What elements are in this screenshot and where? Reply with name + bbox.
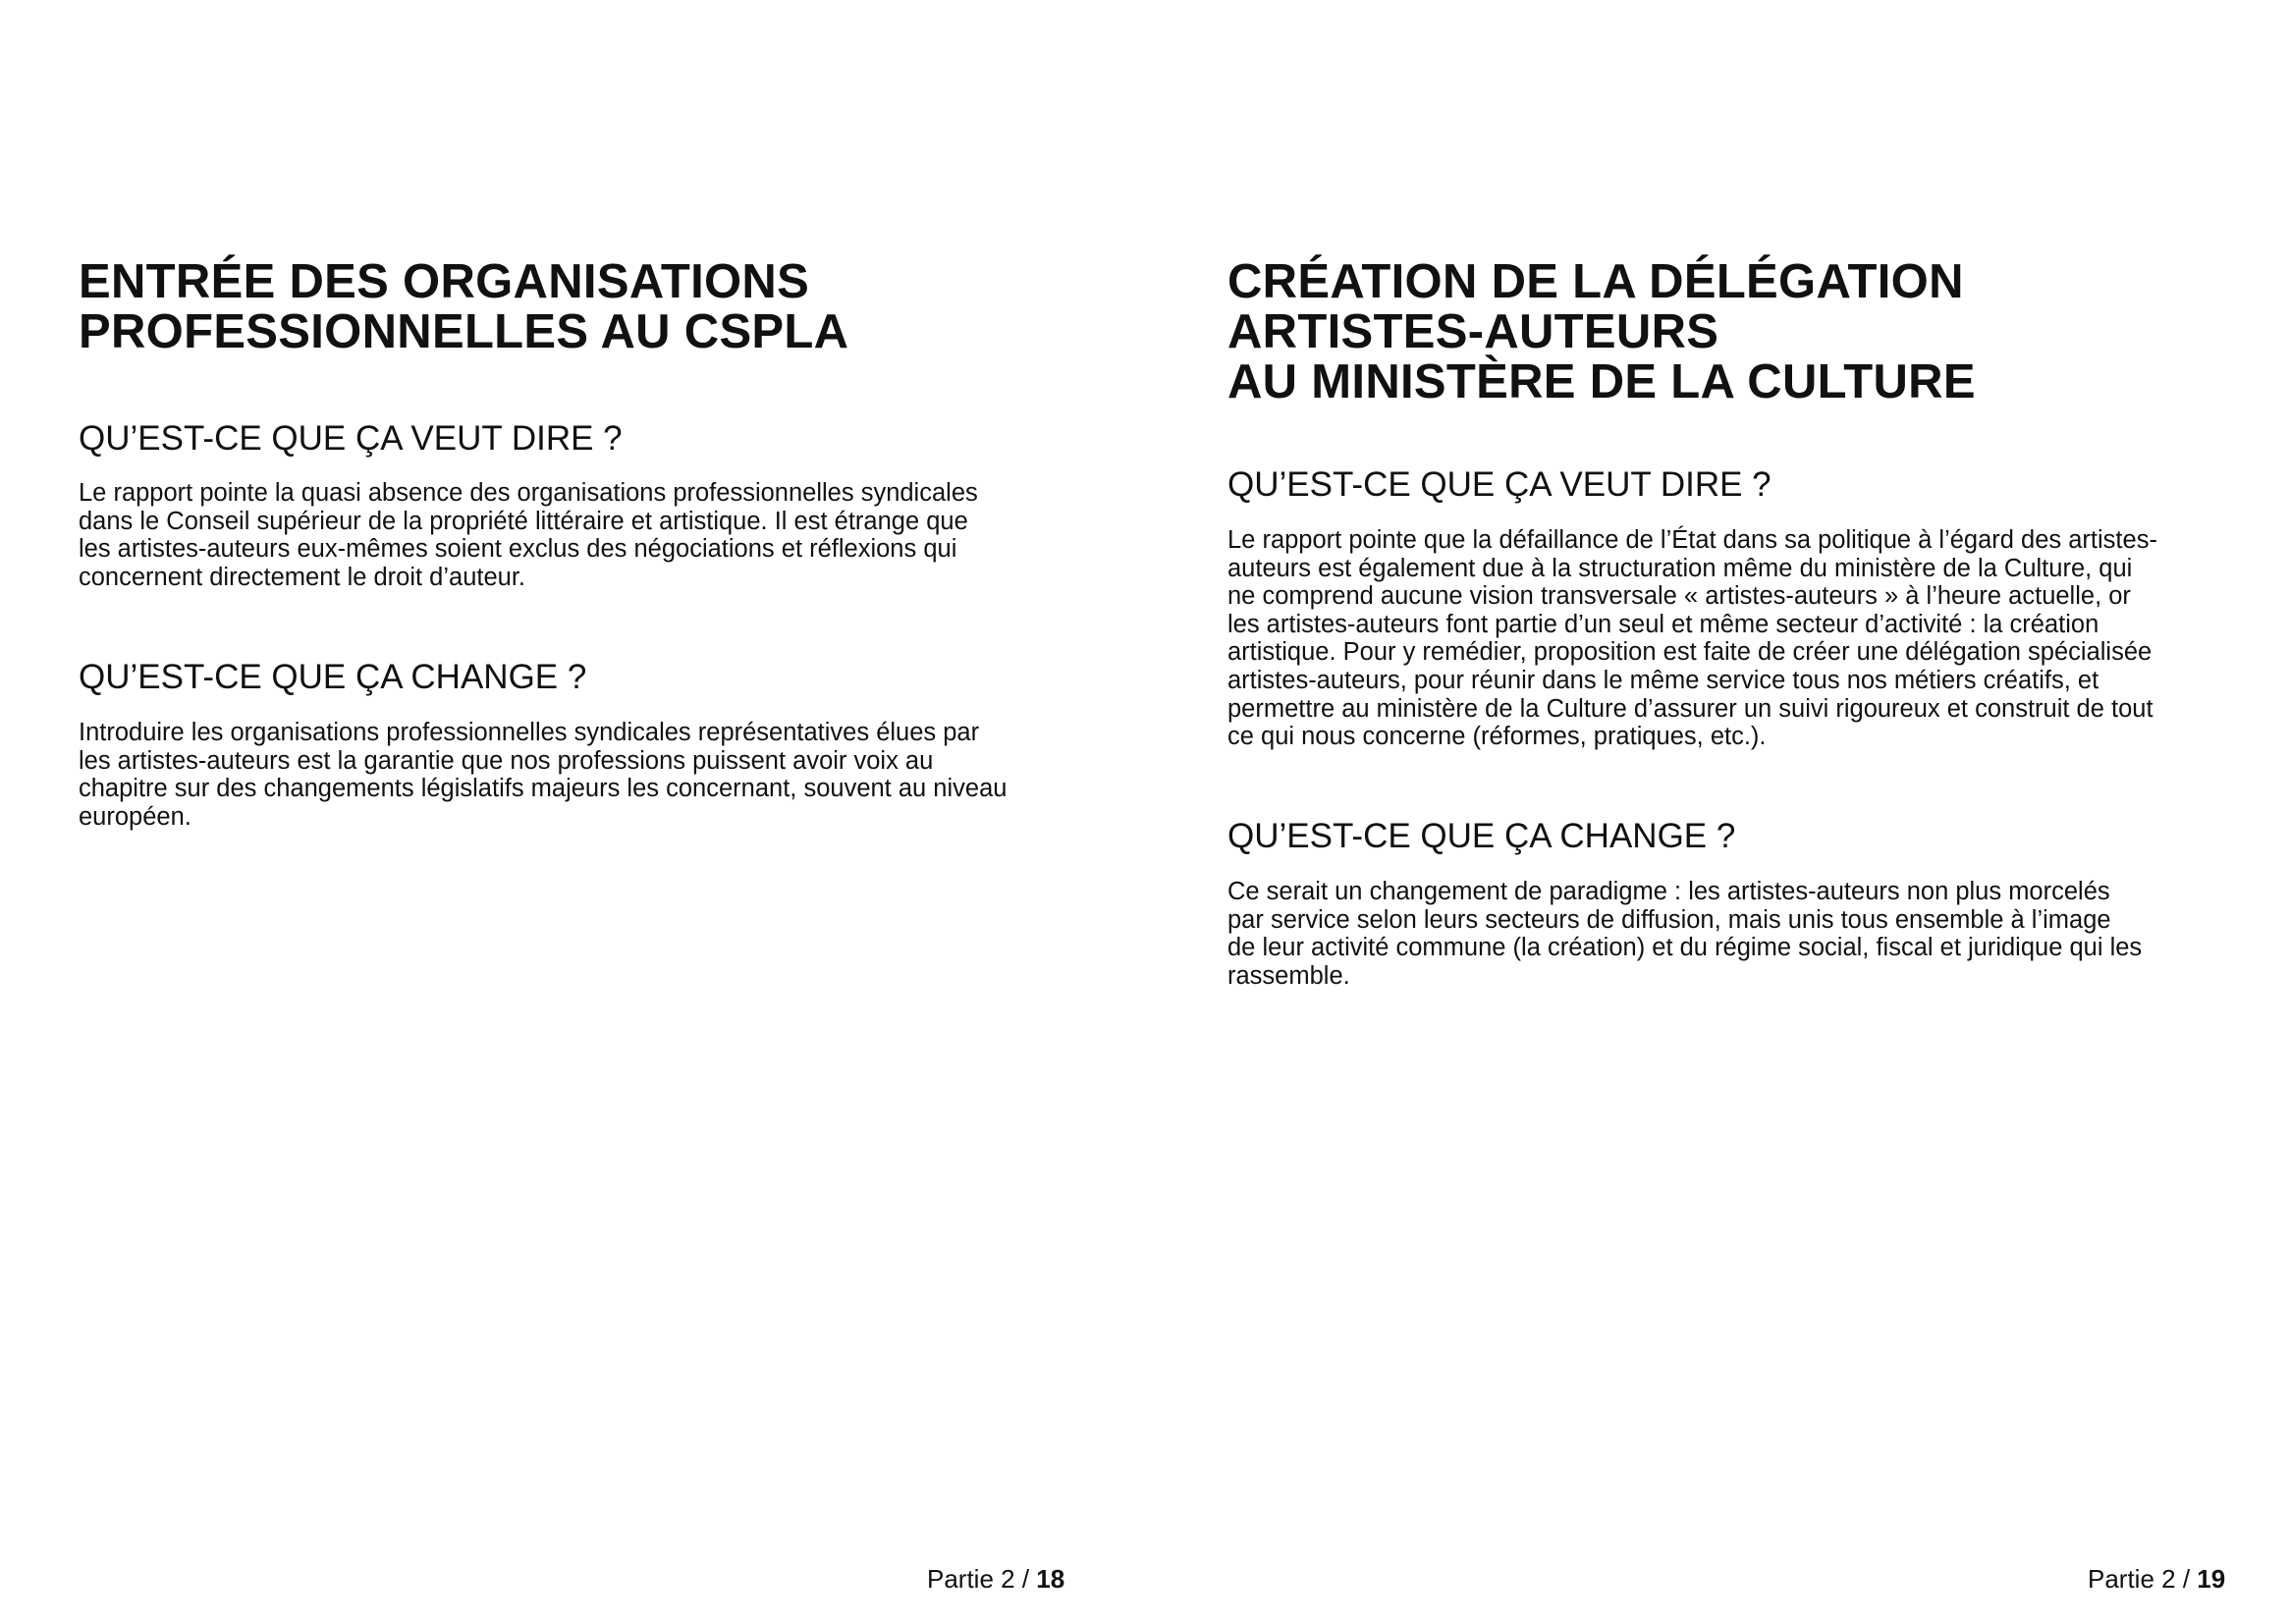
page-number-label: Partie 2 /	[2088, 1564, 2198, 1594]
paragraph-line: artistique. Pour y remédier, proposition est faite de créer une délégation spécialisée	[1227, 638, 2153, 667]
paragraph-line: Ce serait un changement de paradigme : les artistes-auteurs non plus morcelés	[1227, 878, 2110, 905]
paragraph-line: les artistes-auteurs est la garantie que nos professions puissent avoir voix au	[79, 746, 934, 775]
paragraph-line: Introduire les organisations professionnelles syndicales représentatives élues par	[79, 719, 980, 746]
page-title	[79, 257, 848, 357]
paragraph-line: ne comprend aucune vision transversale « artistes-auteurs » à l’heure actuelle, or	[1227, 582, 2131, 611]
section-heading: QU’EST-CE QUE ÇA CHANGE ?	[79, 658, 587, 696]
left-page	[0, 0, 1144, 1624]
section-paragraph	[1227, 878, 2142, 990]
paragraph-line: concernent directement le droit d’auteur.	[79, 563, 526, 591]
page-number	[927, 1564, 1064, 1594]
section-heading: QU’EST-CE QUE ÇA CHANGE ?	[1227, 817, 1736, 855]
section-paragraph	[79, 719, 1007, 831]
paragraph-line: par service selon leurs secteurs de diffusion, mais unis tous ensemble à l’image	[1227, 905, 2111, 934]
section-heading: QU’EST-CE QUE ÇA VEUT DIRE ?	[79, 419, 623, 458]
title-line: PROFESSIONNELLES AU CSPLA	[79, 305, 849, 358]
page-number-value: 18	[1036, 1564, 1065, 1594]
paragraph-line: permettre au ministère de la Culture d’assurer un suivi rigoureux et construit de tout	[1227, 694, 2153, 723]
paragraph-line: dans le Conseil supérieur de la propriété littéraire et artistique. Il est étrange que	[79, 507, 968, 535]
page-title	[1227, 257, 1976, 407]
section-paragraph	[1227, 526, 2157, 751]
paragraph-line: les artistes-auteurs eux-mêmes soient exclus des négociations et réflexions qui	[79, 535, 957, 564]
paragraph-line: Le rapport pointe que la défaillance de l’État dans sa politique à l’égard des artistes-	[1227, 526, 2157, 554]
right-page	[1145, 0, 2289, 1624]
title-line: AU MINISTÈRE DE LA CULTURE	[1227, 355, 1976, 408]
section-heading: QU’EST-CE QUE ÇA VEUT DIRE ?	[1227, 465, 1771, 504]
paragraph-line: de leur activité commune (la création) et du régime social, fiscal et juridique qui les	[1227, 934, 2143, 962]
paragraph-line: rassemble.	[1227, 961, 1350, 990]
title-line: ENTRÉE DES ORGANISATIONS	[79, 255, 810, 308]
title-line: ARTISTES-AUTEURS	[1227, 305, 1719, 358]
page-number	[2088, 1564, 2225, 1594]
page-number-label: Partie 2 /	[927, 1564, 1037, 1594]
paragraph-line: européen.	[79, 802, 191, 831]
paragraph-line: chapitre sur des changements législatifs majeurs les concernant, souvent au niveau	[79, 775, 1008, 803]
paragraph-line: auteurs est également due à la structuration même du ministère de la Culture, qui	[1227, 554, 2133, 582]
page-number-value: 19	[2197, 1564, 2226, 1594]
paragraph-line: ce qui nous concerne (réformes, pratiques, etc.).	[1227, 723, 1767, 751]
paragraph-line: artistes-auteurs, pour réunir dans le même service tous nos métiers créatifs, et	[1227, 666, 2099, 694]
title-line: CRÉATION DE LA DÉLÉGATION	[1227, 255, 1964, 308]
paragraph-line: les artistes-auteurs font partie d’un seul et même secteur d’activité : la création	[1227, 610, 2099, 638]
paragraph-line: Le rapport pointe la quasi absence des organisations professionnelles syndicales	[79, 479, 978, 507]
section-paragraph	[79, 479, 978, 591]
